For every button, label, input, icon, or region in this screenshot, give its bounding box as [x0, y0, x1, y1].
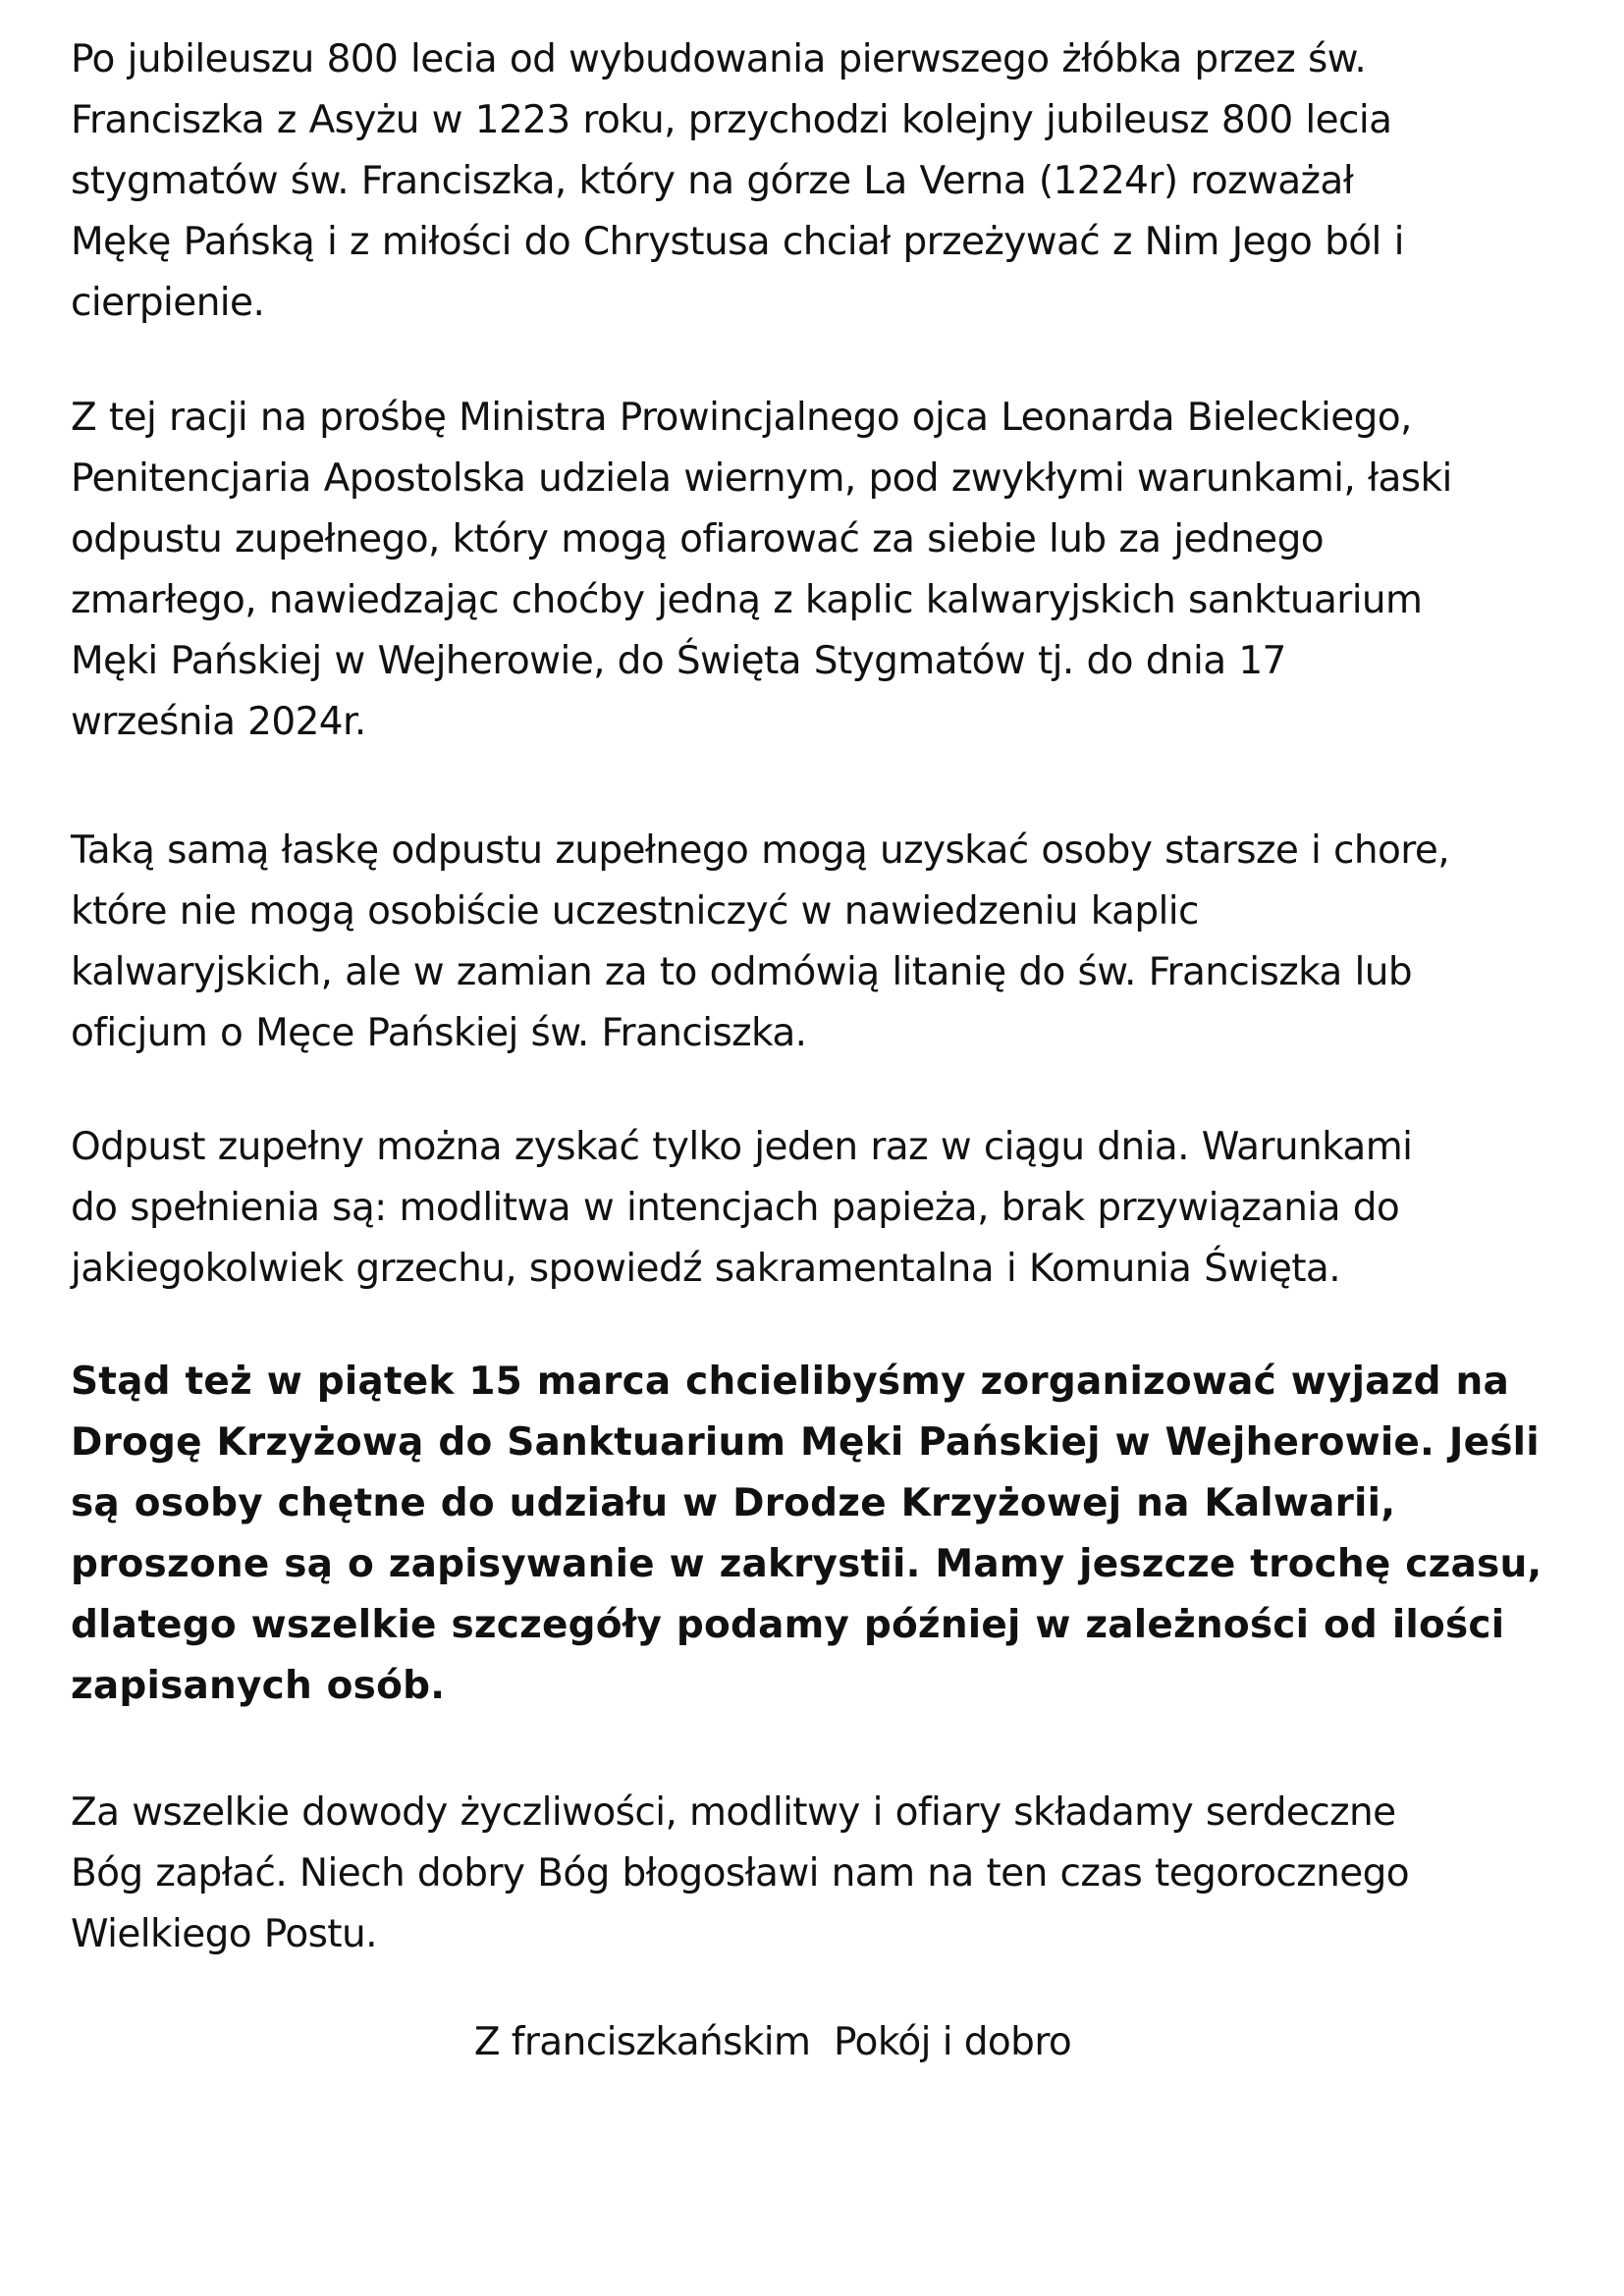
text-line: zmarłego, nawiedzając choćby jedną z kaplic kalwaryjskich sanktuarium: [71, 578, 1423, 622]
text-line: do spełnienia są: modlitwa w intencjach papieża, brak przywiązania do: [71, 1186, 1400, 1230]
paragraph-trip-announcement: [71, 1352, 1573, 1717]
text-line: Stąd też w piątek 15 marca chcielibyśmy zorganizować wyjazd na: [71, 1360, 1509, 1404]
text-line: Franciszka z Asyżu w 1223 roku, przychodzi kolejny jubileusz 800 lecia: [71, 98, 1392, 142]
paragraph-jubilee: [71, 29, 1573, 334]
text-line: Bóg zapłać. Niech dobry Bóg błogosławi nam na ten czas tegorocznego: [71, 1851, 1410, 1896]
closing-text: Z franciszkańskim Pokój i dobro: [473, 2020, 1072, 2064]
text-line: września 2024r.: [71, 700, 366, 744]
text-line: Drogę Krzyżową do Sanktuarium Męki Pańskiej w Wejherowie. Jeśli: [71, 1420, 1540, 1465]
paragraph-conditions: [71, 1117, 1573, 1300]
text-line: jakiegokolwiek grzechu, spowiedź sakramentalna i Komunia Święta.: [71, 1247, 1341, 1291]
text-line: Z tej racji na prośbę Ministra Prowincjalnego ojca Leonarda Bieleckiego,: [71, 396, 1412, 440]
text-line: Mękę Pańską i z miłości do Chrystusa chciał przeżywać z Nim Jego ból i: [71, 220, 1404, 264]
text-line: Męki Pańskiej w Wejherowie, do Święta Stygmatów tj. do dnia 17: [71, 639, 1286, 683]
text-line: odpustu zupełnego, który mogą ofiarować za siebie lub za jednego: [71, 517, 1324, 561]
text-line: cierpienie.: [71, 281, 265, 325]
paragraph-elderly-sick: [71, 821, 1573, 1064]
text-line: Za wszelkie dowody życzliwości, modlitwy i ofiary składamy serdeczne: [71, 1790, 1396, 1835]
paragraph-indulgence: [71, 388, 1573, 753]
text-line: kalwaryjskich, ale w zamian za to odmówią litanię do św. Franciszka lub: [71, 950, 1412, 994]
text-line: oficjum o Męce Pańskiej św. Franciszka.: [71, 1011, 807, 1055]
text-line: które nie mogą osobiście uczestniczyć w nawiedzeniu kaplic: [71, 889, 1199, 934]
text-line: Odpust zupełny można zyskać tylko jeden raz w ciągu dnia. Warunkami: [71, 1125, 1413, 1169]
text-line: Taką samą łaskę odpustu zupełnego mogą uzyskać osoby starsze i chore,: [71, 828, 1450, 873]
text-line: stygmatów św. Franciszka, który na górze La Verna (1224r) rozważał: [71, 159, 1354, 203]
paragraph-thanks: [71, 1783, 1573, 1965]
text-line: dlatego wszelkie szczegóły podamy później w zależności od ilości: [71, 1603, 1505, 1647]
text-line: Po jubileuszu 800 lecia od wybudowania pierwszego żłóbka przez św.: [71, 37, 1367, 81]
text-line: są osoby chętne do udziału w Drodze Krzyżowej na Kalwarii,: [71, 1481, 1396, 1525]
text-line: Penitencjaria Apostolska udziela wiernym, pod zwykłymi warunkami, łaski: [71, 456, 1452, 501]
closing-greeting: [0, 2012, 1624, 2073]
text-line: proszone są o zapisywanie w zakrystii. Mamy jeszcze trochę czasu,: [71, 1542, 1543, 1586]
text-line: Wielkiego Postu.: [71, 1912, 377, 1956]
text-line: zapisanych osób.: [71, 1664, 446, 1708]
